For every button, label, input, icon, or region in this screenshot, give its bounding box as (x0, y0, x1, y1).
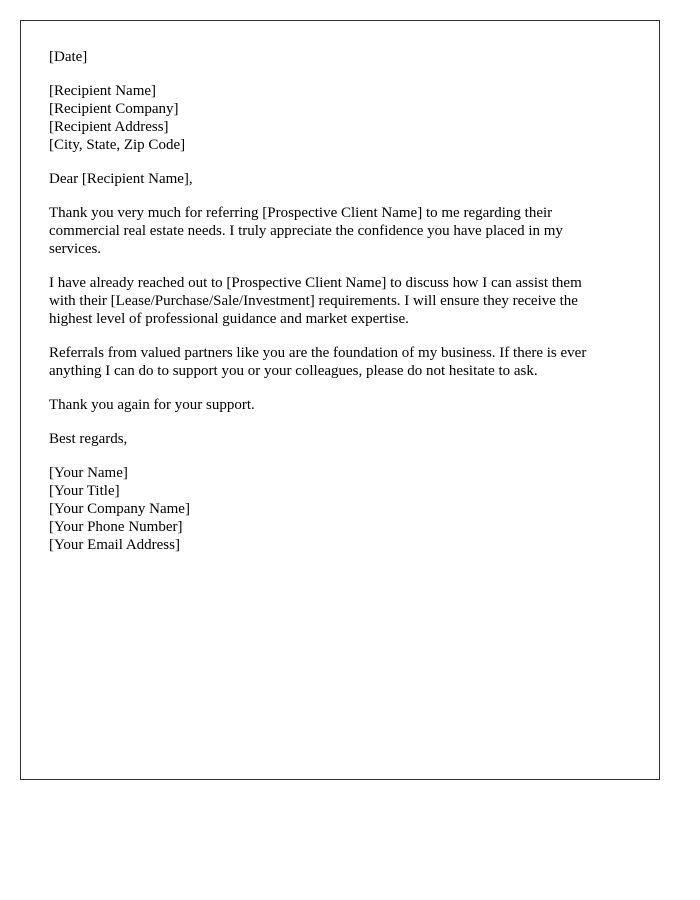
paragraph-line: Thank you very much for referring [Prospective Client Name] to me regarding their (49, 205, 553, 221)
signature-phone: [Your Phone Number] (49, 519, 183, 535)
letter-content (49, 48, 639, 570)
paragraph-line: Thank you again for your support. (49, 397, 255, 413)
paragraph-line: with their [Lease/Purchase/Sale/Investment] requirements. I will ensure they receive the (49, 293, 578, 309)
paragraph-line: Referrals from valued partners like you are the foundation of my business. If there is ever (49, 345, 587, 361)
paragraph-line: services. (49, 241, 102, 257)
signature-email: [Your Email Address] (49, 537, 180, 553)
recipient-name: [Recipient Name] (49, 83, 157, 99)
recipient-address: [Recipient Address] (49, 119, 169, 135)
paragraph-line: I have already reached out to [Prospective Client Name] to discuss how I can assist them (49, 275, 582, 291)
paragraph-line: commercial real estate needs. I truly appreciate the confidence you have placed in my (49, 223, 563, 239)
letter-page (20, 20, 660, 780)
signature-company: [Your Company Name] (49, 501, 190, 517)
salutation-block (49, 170, 639, 188)
body-paragraph-2 (49, 274, 639, 328)
paragraph-line: highest level of professional guidance and market expertise. (49, 311, 409, 327)
signature-name: [Your Name] (49, 465, 128, 481)
signature-block (49, 464, 639, 554)
recipient-block (49, 82, 639, 154)
body-paragraph-3 (49, 344, 639, 380)
recipient-city-state-zip: [City, State, Zip Code] (49, 137, 186, 153)
paragraph-line: anything I can do to support you or your colleagues, please do not hesitate to ask. (49, 363, 538, 379)
closing-block (49, 430, 639, 448)
date-block (49, 48, 639, 66)
signature-title: [Your Title] (49, 483, 120, 499)
letter-date: [Date] (49, 49, 88, 65)
body-paragraph-1 (49, 204, 639, 258)
salutation: Dear [Recipient Name], (49, 171, 193, 187)
closing: Best regards, (49, 431, 128, 447)
body-paragraph-4 (49, 396, 639, 414)
recipient-company: [Recipient Company] (49, 101, 179, 117)
